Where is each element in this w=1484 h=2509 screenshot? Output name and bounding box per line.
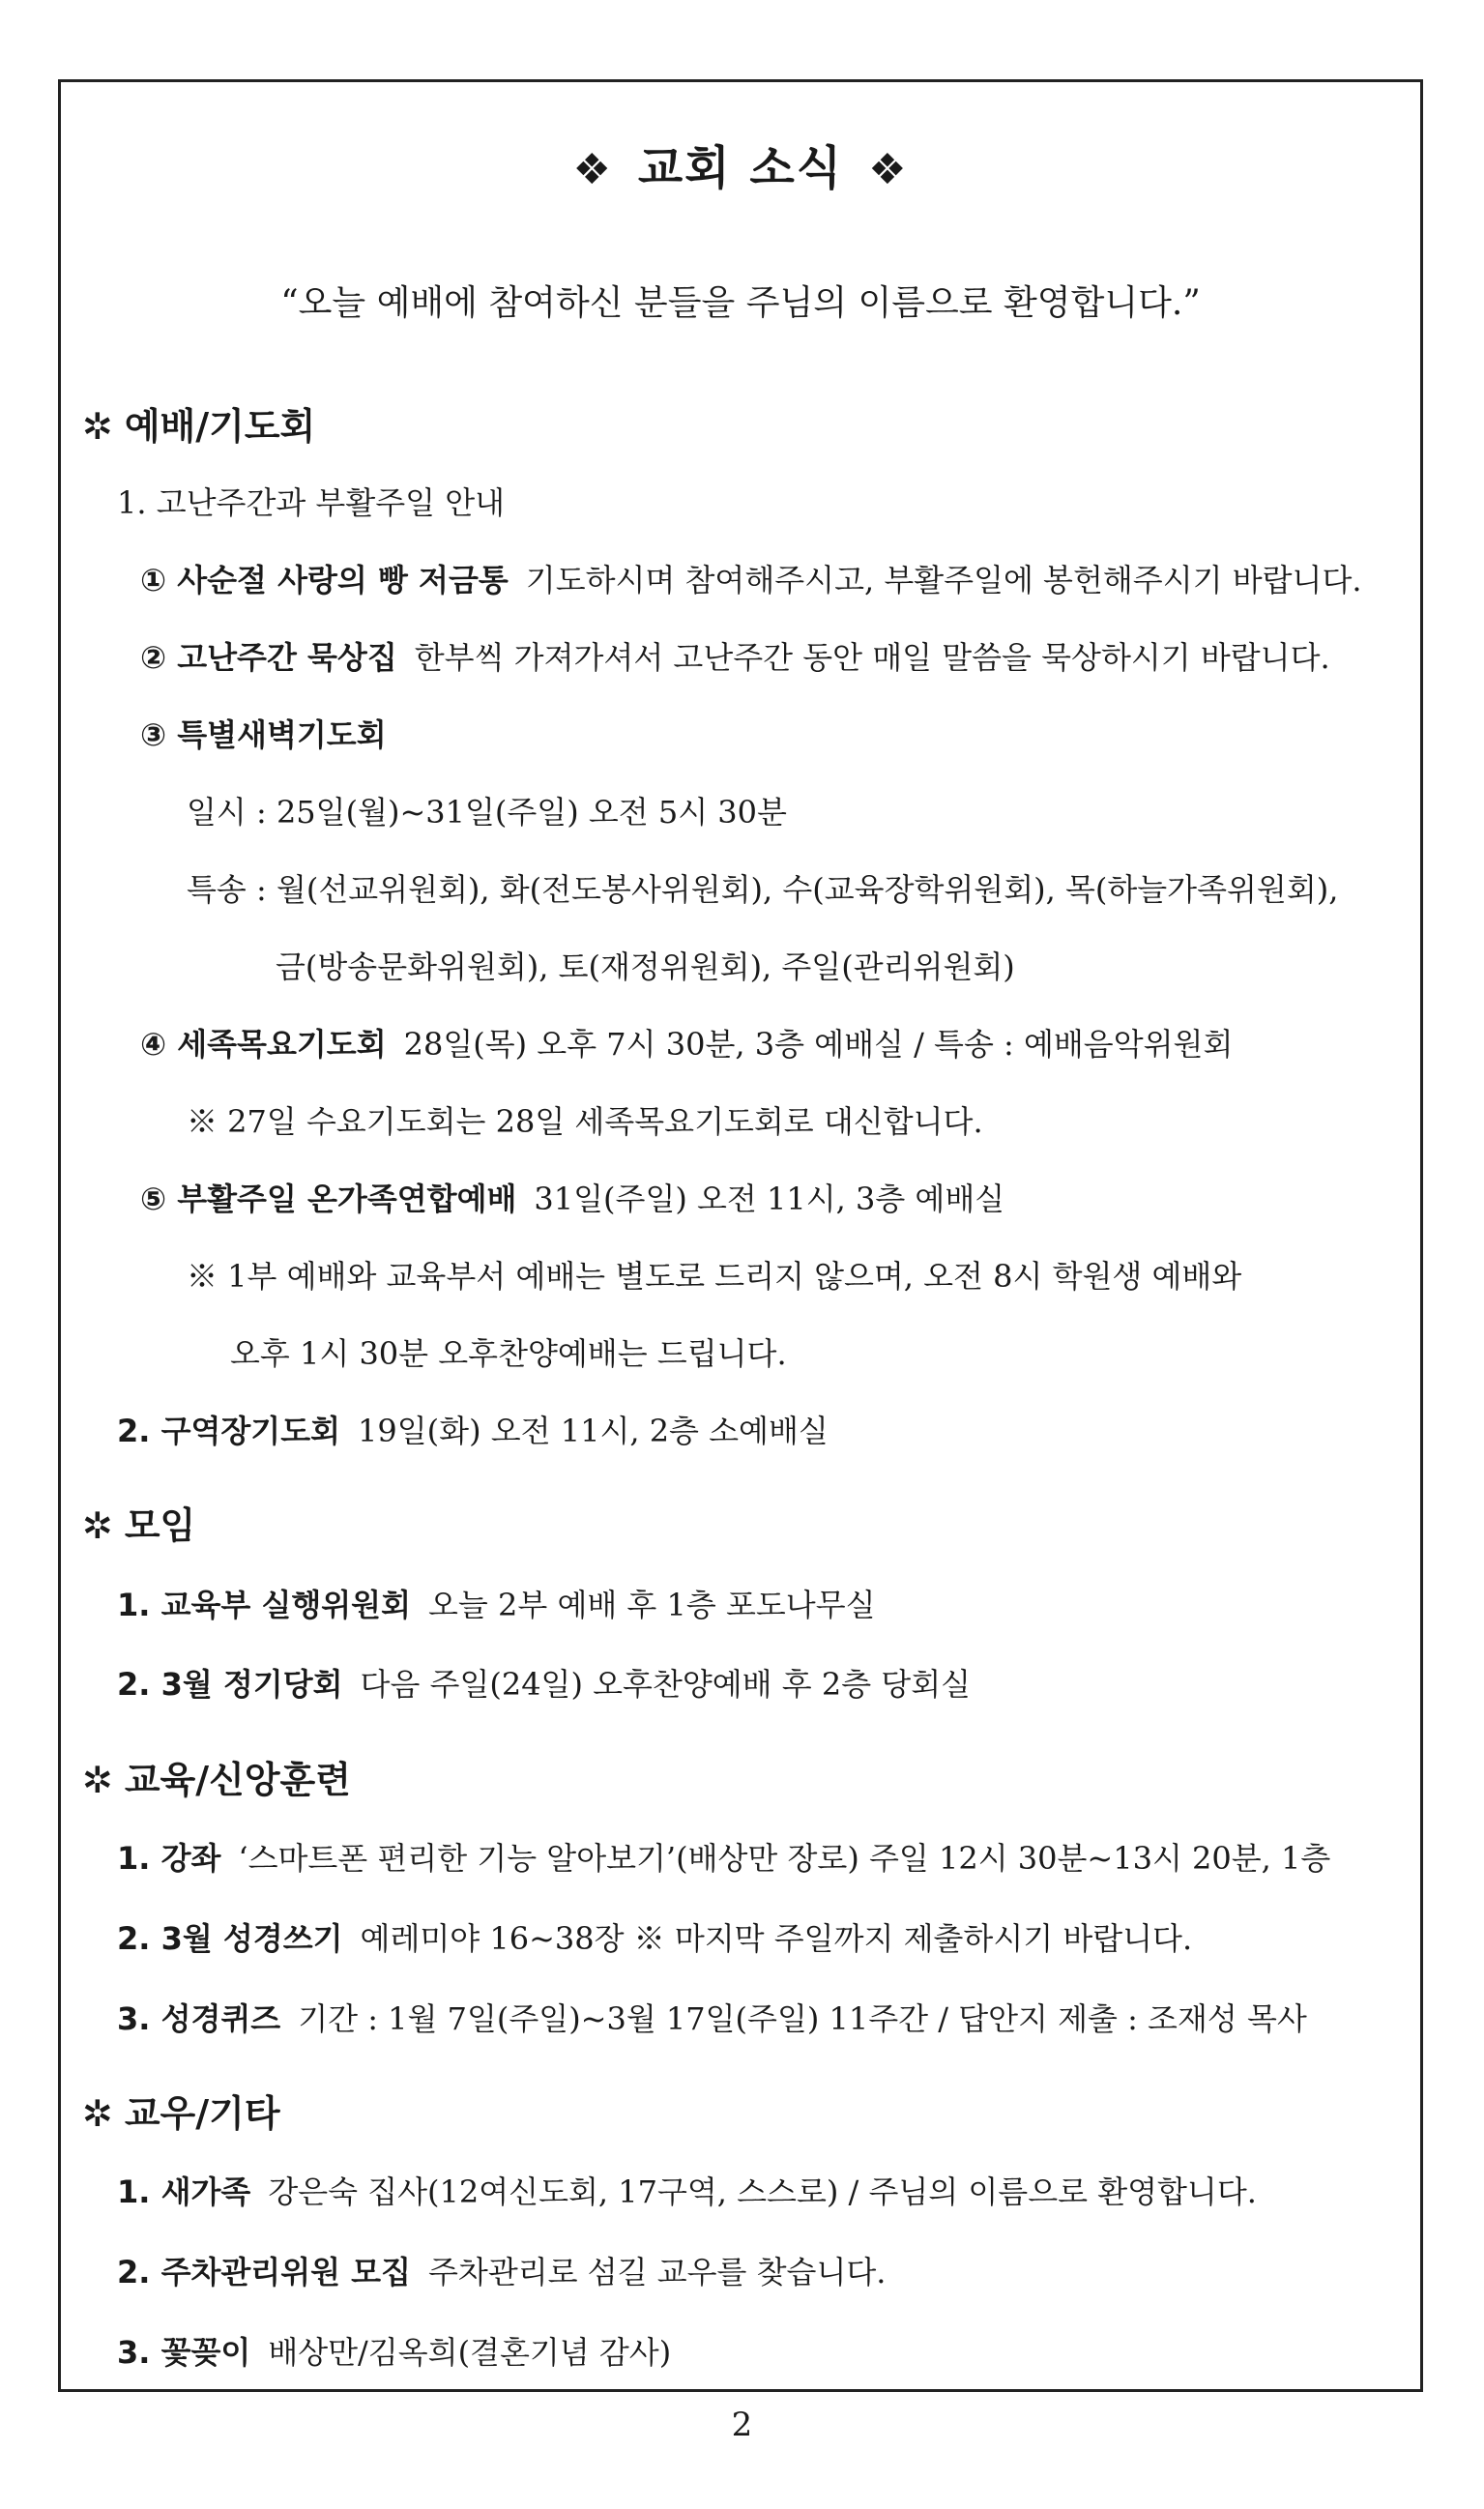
section-heading-members: ✲ 교우/기타: [82, 2092, 280, 2135]
section-heading-worship: ✲ 예배/기도회: [82, 405, 316, 448]
list-item: 1. 교육부 실행위원회 오늘 2부 예배 후 1층 포도나무실: [117, 1587, 876, 1623]
list-item: ⑤ 부활주일 온가족연합예배 31일(주일) 오전 11시, 3층 예배실: [140, 1181, 1005, 1217]
asterisk-icon: ✲: [82, 2092, 113, 2135]
section-heading-meeting: ✲ 모임: [82, 1504, 196, 1547]
list-item: ※ 27일 수요기도회는 28일 세족목요기도회로 대신합니다.: [187, 1103, 983, 1140]
list-item: 2. 구역장기도회 19일(화) 오전 11시, 2층 소예배실: [117, 1413, 829, 1449]
list-item: 금(방송문화위원회), 토(재정위원회), 주일(관리위원회): [276, 948, 1015, 985]
asterisk-icon: ✲: [82, 1504, 113, 1547]
list-item: 3. 꽃꽂이 배상만/김옥희(결혼기념 감사): [117, 2334, 672, 2371]
diamond-ornament-icon: ❖: [572, 145, 613, 194]
list-item: 특송 : 월(선교위원회), 화(전도봉사위원회), 수(교육장학위원회), 목(하늘가족위원회),: [187, 871, 1339, 908]
page-title-text: 교회 소식: [637, 141, 844, 195]
diamond-ornament-icon: ❖: [868, 145, 909, 194]
list-item: 3. 성경퀴즈 기간 : 1월 7일(주일)~3월 17일(주일) 11주간 / 답안지 제출 : 조재성 목사: [117, 2000, 1307, 2037]
section-heading-education: ✲ 교육/신앙훈련: [82, 1759, 351, 1801]
list-item: 2. 3월 성경쓰기 예레미야 16~38장 ※ 마지막 주일까지 제출하시기 바랍니다.: [117, 1920, 1193, 1957]
page-number: 2: [731, 2406, 753, 2444]
asterisk-icon: ✲: [82, 405, 113, 448]
list-item: 2. 3월 정기당회 다음 주일(24일) 오후찬양예배 후 2층 당회실: [117, 1666, 972, 1703]
list-item: 1. 고난주간과 부활주일 안내: [117, 484, 506, 521]
list-item: 오후 1시 30분 오후찬양예배는 드립니다.: [230, 1335, 787, 1372]
list-item: ④ 세족목요기도회 28일(목) 오후 7시 30분, 3층 예배실 / 특송 : 예배음악위원회: [140, 1026, 1234, 1063]
list-item: 일시 : 25일(월)~31일(주일) 오전 5시 30분: [187, 794, 787, 831]
list-item: ② 고난주간 묵상집 한부씩 가져가셔서 고난주간 동안 매일 말씀을 묵상하시기 바랍니다.: [140, 639, 1330, 676]
page-title: [61, 131, 1420, 197]
bulletin-frame: [58, 79, 1423, 2392]
list-item: ③ 특별새벽기도회: [140, 716, 387, 753]
list-item: 1. 새가족 강은숙 집사(12여신도회, 17구역, 스스로) / 주님의 이름으로 환영합니다.: [117, 2173, 1257, 2210]
list-item: ① 사순절 사랑의 빵 저금통 기도하시며 참여해주시고, 부활주일에 봉헌해주시기 바랍니다.: [140, 562, 1362, 598]
welcome-message: “오늘 예배에 참여하신 분들을 주님의 이름으로 환영합니다.”: [280, 283, 1201, 323]
list-item: 1. 강좌 ‘스마트폰 편리한 기능 알아보기’(배상만 장로) 주일 12시 30분~13시 20분, 1층: [117, 1840, 1331, 1877]
asterisk-icon: ✲: [82, 1759, 113, 1801]
list-item: ※ 1부 예배와 교육부서 예배는 별도로 드리지 않으며, 오전 8시 학원생 예배와: [187, 1258, 1242, 1295]
list-item: 2. 주차관리위원 모집 주차관리로 섬길 교우를 찾습니다.: [117, 2254, 887, 2290]
